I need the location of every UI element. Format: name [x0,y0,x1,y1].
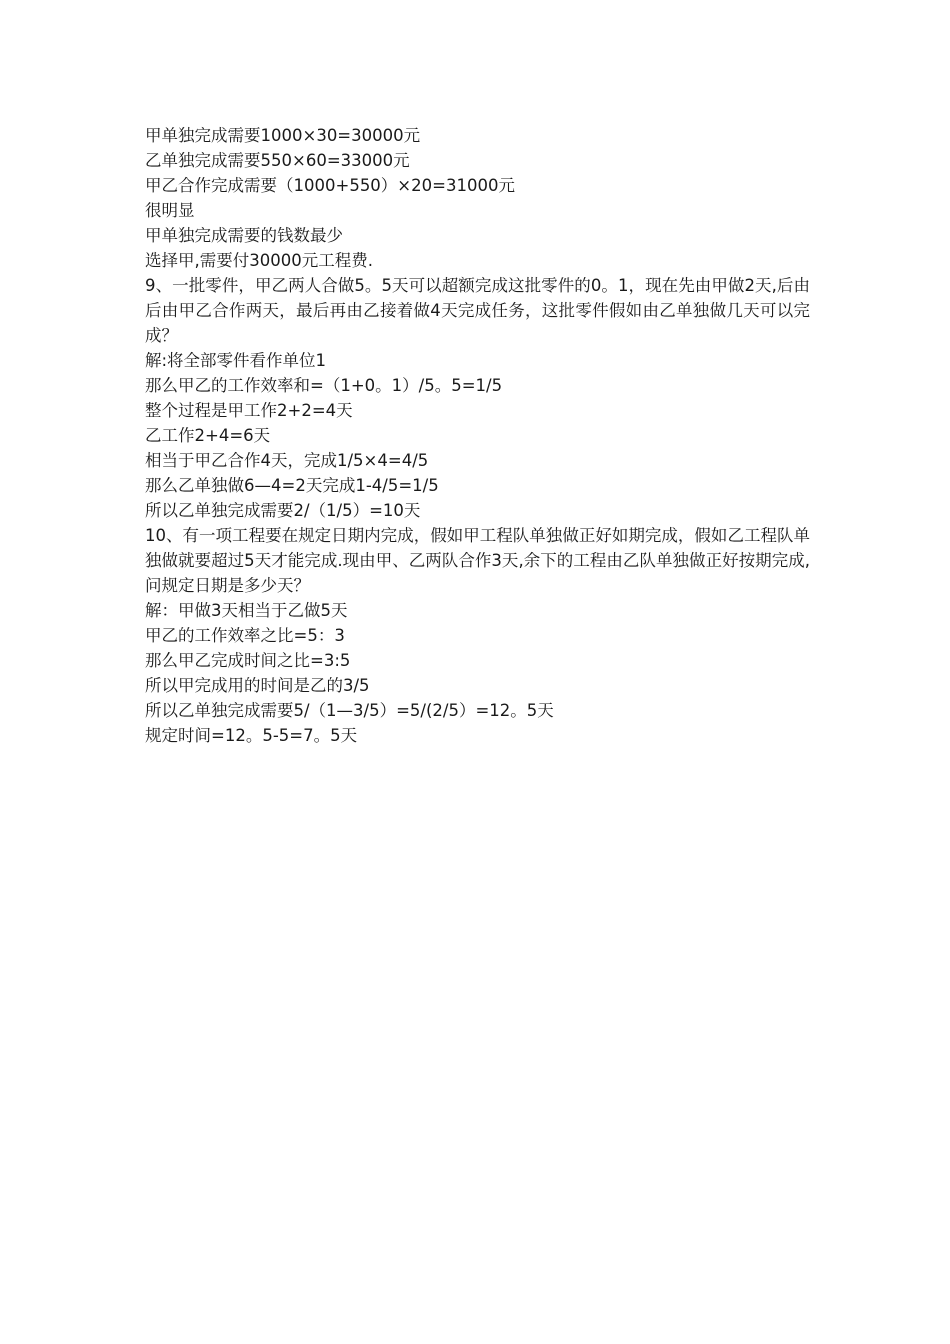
text-line: 很明显 [145,201,195,220]
text-line: 那么甲乙的工作效率和=（1+0。1）/5。5=1/5 [145,376,503,395]
text-line: 那么乙单独做6—4=2天完成1-4/5=1/5 [145,476,439,495]
text-line: 甲乙合作完成需要（1000+550）×20=31000元 [145,176,515,195]
text-line: 整个过程是甲工作2+2=4天 [145,401,353,420]
text-line: 规定时间=12。5-5=7。5天 [145,726,358,745]
text-line: 乙工作2+4=6天 [145,426,271,445]
problem-9-statement: 9、一批零件，甲乙两人合做5。5天可以超额完成这批零件的0。1，现在先由甲做2天,后由后由甲乙合作两天，最后再由乙接着做4天完成任务，这批零件假如由乙单独做几天可以完成？ [145,276,810,345]
text-line: 所以甲完成用的时间是乙的3/5 [145,676,370,695]
text-line: 甲单独完成需要1000×30=30000元 [145,126,421,145]
text-line: 那么甲乙完成时间之比=3:5 [145,651,351,670]
document-body [145,123,810,748]
text-line: 选择甲,需要付30000元工程费. [145,251,373,270]
text-line: 乙单独完成需要550×60=33000元 [145,151,410,170]
text-line: 解:将全部零件看作单位1 [145,351,327,370]
text-line: 相当于甲乙合作4天，完成1/5×4=4/5 [145,451,429,470]
text-line: 所以乙单独完成需要2/（1/5）=10天 [145,501,421,520]
problem-10-statement: 10、有一项工程要在规定日期内完成，假如甲工程队单独做正好如期完成，假如乙工程队单独做就要超过5天才能完成.现由甲、乙两队合作3天,余下的工程由乙队单独做正好按期完成,问规定日期是多少天？ [145,526,810,595]
text-line: 所以乙单独完成需要5/（1—3/5）=5/(2/5）=12。5天 [145,701,554,720]
text-line: 甲单独完成需要的钱数最少 [145,226,343,245]
text-line: 甲乙的工作效率之比=5：3 [145,626,345,645]
text-line: 解：甲做3天相当于乙做5天 [145,601,348,620]
